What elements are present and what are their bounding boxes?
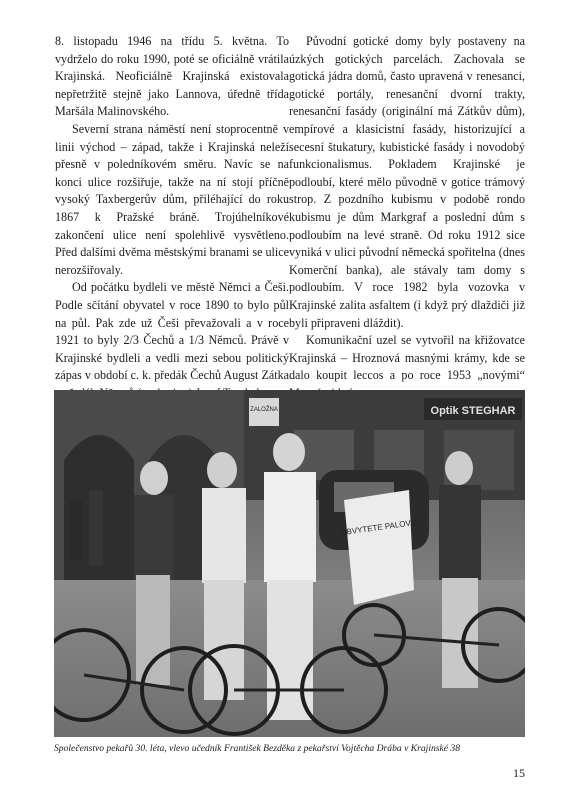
paragraph: Severní strana náměstí není stoprocentně v linii východ – západ, takže i Krajinská neleží přesně v poledníkovém směru. Navíc se na konci ulice rozšiřuje, takže na ní stojí příčně vysoký Taxbergerův dům, přiléhající do roku 1867 k Pražské bráně. Trojúhelníkové zakončení ulice není spolehlivě vysvětleno. Před dalšími dvěma městskými branami se ulice nerozšiřovaly. (55, 121, 289, 277)
right-text-column (289, 33, 525, 402)
page-number: 15 (513, 766, 525, 780)
historic-photo (54, 390, 525, 737)
sign-shop-text: Optik STEGHAR (430, 405, 516, 417)
paragraph: Původní gotické domy byly postaveny na úzkých gotických parcelách. Zachovala se gotická jádra domů, často upravená v renesanci, gotické portály, renesanční dvorní trakty, renesanční fasády (originální má Zátkův dům), empírové a klasicistní fasády, historizující a secesní štukatury, kubistické fasády i novodobý funkcionalismus. Pokladem Krajinské je podloubí, které mělo původně v gotice trámový strop. Z pozdního kubismu v podobě rondo kubismu je dům Markgraf a poslední dům s podloubím na levé straně. Od roku 1912 sice vyniká v ulici původní německá spořitelna (dnes Komerční banka), ale stávaly tam domy s podloubím. V roce 1982 byla vozovka v Krajinské zalita asfaltem (i když prý dlaždiči již byli připraveni dláždit). (289, 34, 525, 330)
sign-store-text: ZALOŽNA (250, 407, 278, 413)
paragraph: 8. listopadu 1946 na třídu 5. května. To vydrželo do roku 1990, poté se oficiálně vrátila Krajinská. Neoficiálně Krajinská existovala nepřetržitě stejně jako Lannova, úředně třída Maršála Malinovského. (55, 34, 289, 119)
paragraph: Od počátku bydleli ve městě Němci a Češi. Podle sčítání obyvatel v roce 1890 to bylo půl na půl. Pak zde už Češi převažovali a v roce 1921 to byly 2/3 Čechů a 1/3 Němců. Právě v Krajinské bydleli a vedli mezi sebou politický zápas v období c. k. předák Čechů August Zátka (55, 280, 289, 383)
placard-text: OBVYTETE PALOVO (339, 517, 418, 538)
paragraph: Komunikační uzel se vytvořil na křižovatce Krajinská – Hroznová masnými krámy, kde se dalo koupit leccos a po roce 1953 „novými“ (289, 333, 525, 383)
photo-caption: Společenstvo pekařů 30. léta, vlevo učedník František Bezděka z pekařství Vojtěcha Drába v Krajinské 38 (54, 743, 461, 754)
left-text-column (55, 33, 289, 402)
photo-illustration (54, 390, 525, 737)
